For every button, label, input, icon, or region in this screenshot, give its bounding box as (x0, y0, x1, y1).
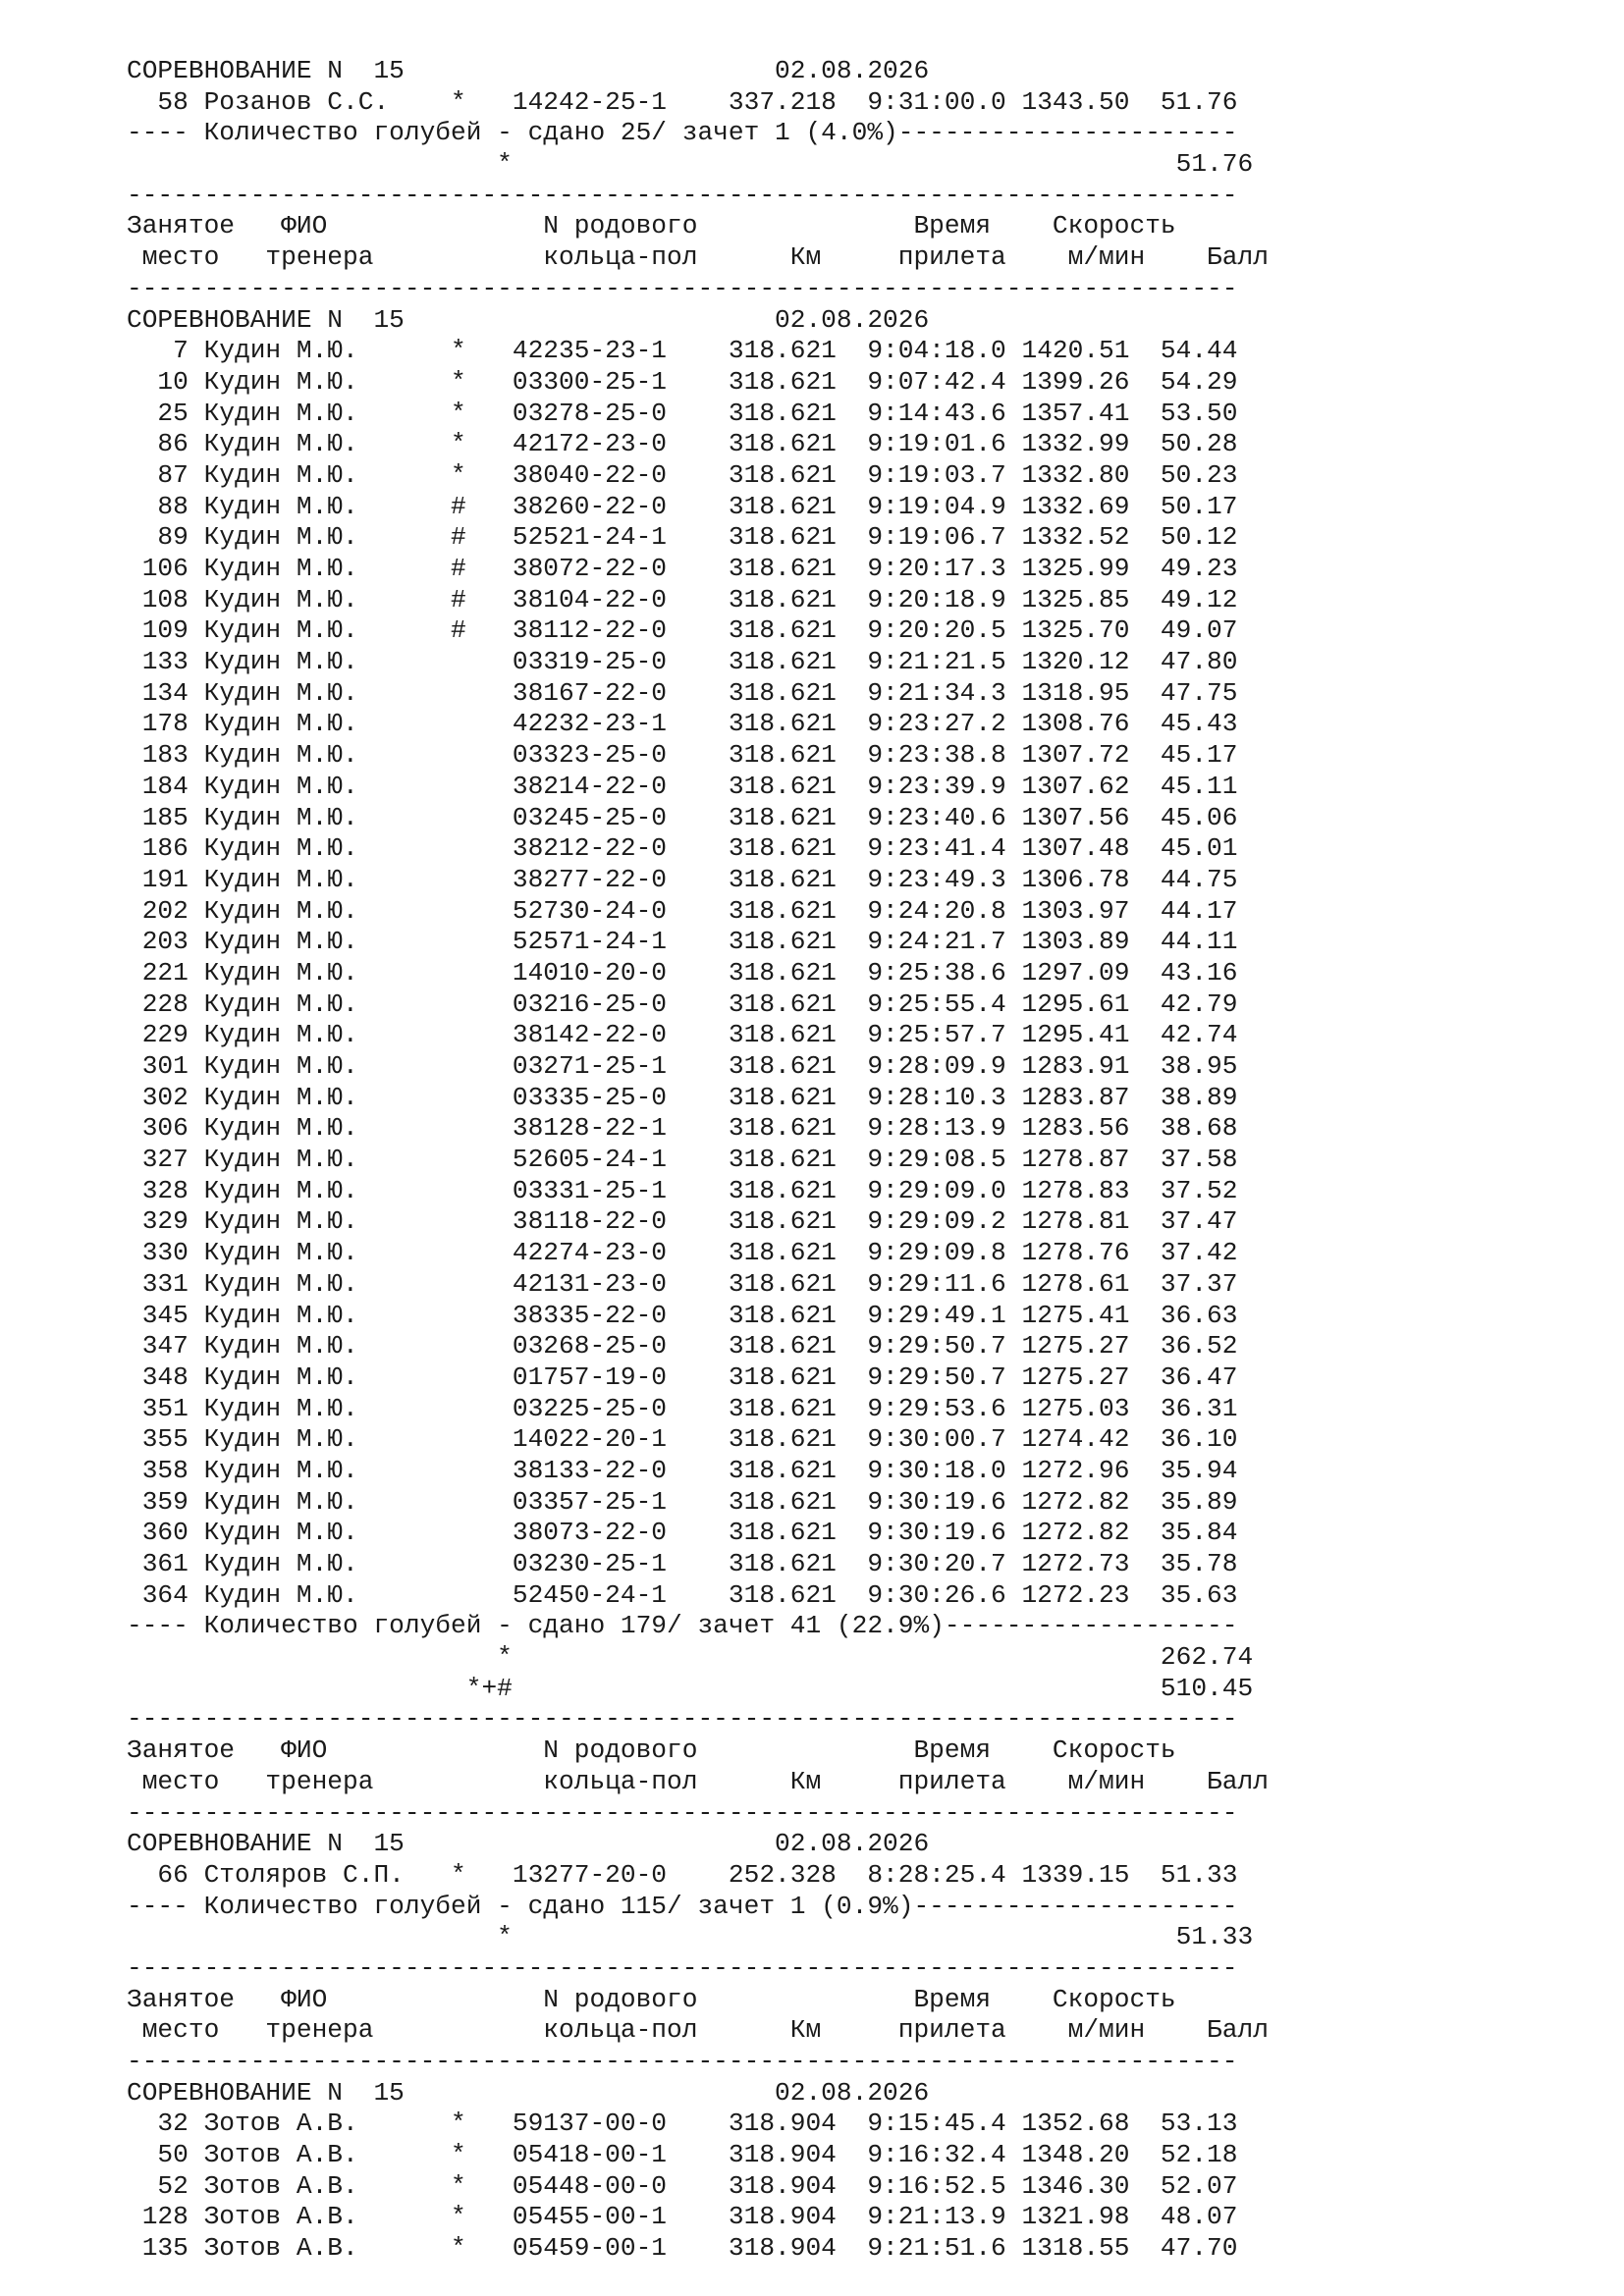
result-row: 221 Кудин М.Ю. 14010-20-0 318.621 9:25:38.6 1297.09 43.16 (127, 957, 1238, 988)
results-printout (127, 56, 1269, 2265)
result-row: 358 Кудин М.Ю. 38133-22-0 318.621 9:30:18.0 1272.96 35.94 (127, 1455, 1238, 1485)
result-row: 87 Кудин М.Ю. * 38040-22-0 318.621 9:19:03.7 1332.80 50.23 (127, 459, 1238, 490)
column-header: Занятое ФИО N родового Время Скорость (127, 1984, 1176, 2014)
column-header: место тренера кольца-пол Км прилета м/мин Балл (127, 2015, 1269, 2046)
column-header: Занятое ФИО N родового Время Скорость (127, 1735, 1176, 1766)
competition-header: СОРЕВНОВАНИЕ N 15 02.08.2026 (127, 2077, 930, 2108)
result-row: 184 Кудин М.Ю. 38214-22-0 318.621 9:23:39.9 1307.62 45.11 (127, 771, 1238, 801)
result-row: 86 Кудин М.Ю. * 42172-23-0 318.621 9:19:01.6 1332.99 50.28 (127, 429, 1238, 459)
result-row: 306 Кудин М.Ю. 38128-22-1 318.621 9:28:13.9 1283.56 38.68 (127, 1113, 1238, 1144)
result-row: 32 Зотов А.В. * 59137-00-0 318.904 9:15:45.4 1352.68 53.13 (127, 2109, 1238, 2139)
result-row: 345 Кудин М.Ю. 38335-22-0 318.621 9:29:49.1 1275.41 36.63 (127, 1300, 1238, 1330)
result-row: 135 Зотов А.В. * 05459-00-1 318.904 9:21:51.6 1318.55 47.70 (127, 2233, 1238, 2264)
summary-line: ---- Количество голубей - сдано 115/ зачет 1 (0.9%)--------------------- (127, 1891, 1238, 1921)
result-row: 347 Кудин М.Ю. 03268-25-0 318.621 9:29:50.7 1275.27 36.52 (127, 1331, 1238, 1362)
result-row: 133 Кудин М.Ю. 03319-25-0 318.621 9:21:21.5 1320.12 47.80 (127, 647, 1238, 677)
result-row: 128 Зотов А.В. * 05455-00-1 318.904 9:21:13.9 1321.98 48.07 (127, 2202, 1238, 2232)
result-row: 348 Кудин М.Ю. 01757-19-0 318.621 9:29:50.7 1275.27 36.47 (127, 1362, 1238, 1392)
result-row: 191 Кудин М.Ю. 38277-22-0 318.621 9:23:49.3 1306.78 44.75 (127, 864, 1238, 894)
result-row: 327 Кудин М.Ю. 52605-24-1 318.621 9:29:08.5 1278.87 37.58 (127, 1145, 1238, 1175)
result-row: 185 Кудин М.Ю. 03245-25-0 318.621 9:23:40.6 1307.56 45.06 (127, 802, 1238, 832)
result-row: 178 Кудин М.Ю. 42232-23-1 318.621 9:23:27.2 1308.76 45.43 (127, 709, 1238, 739)
result-row: 330 Кудин М.Ю. 42274-23-0 318.621 9:29:09.8 1278.76 37.42 (127, 1238, 1238, 1268)
result-row: 301 Кудин М.Ю. 03271-25-1 318.621 9:28:09.9 1283.91 38.95 (127, 1051, 1238, 1081)
result-row: 25 Кудин М.Ю. * 03278-25-0 318.621 9:14:43.6 1357.41 53.50 (127, 398, 1238, 428)
result-row: 108 Кудин М.Ю. # 38104-22-0 318.621 9:20:18.9 1325.85 49.12 (127, 584, 1238, 614)
separator-line: ------------------------------------------------------------------------ (127, 1952, 1238, 1983)
separator-line: ------------------------------------------------------------------------ (127, 180, 1238, 210)
result-row: 202 Кудин М.Ю. 52730-24-0 318.621 9:24:20.8 1303.97 44.17 (127, 895, 1238, 926)
result-row: 183 Кудин М.Ю. 03323-25-0 318.621 9:23:38.8 1307.72 45.17 (127, 740, 1238, 771)
result-row: 302 Кудин М.Ю. 03335-25-0 318.621 9:28:10.3 1283.87 38.89 (127, 1082, 1238, 1112)
column-header: место тренера кольца-пол Км прилета м/мин Балл (127, 242, 1269, 273)
total-line: *+# 510.45 (127, 1673, 1254, 1703)
result-row: 52 Зотов А.В. * 05448-00-0 318.904 9:16:52.5 1346.30 52.07 (127, 2170, 1238, 2201)
result-row: 50 Зотов А.В. * 05418-00-1 318.904 9:16:32.4 1348.20 52.18 (127, 2140, 1238, 2170)
competition-header: СОРЕВНОВАНИЕ N 15 02.08.2026 (127, 56, 930, 85)
separator-line: ------------------------------------------------------------------------ (127, 1704, 1238, 1735)
result-row: 331 Кудин М.Ю. 42131-23-0 318.621 9:29:11.6 1278.61 37.37 (127, 1268, 1238, 1299)
result-row: 359 Кудин М.Ю. 03357-25-1 318.621 9:30:19.6 1272.82 35.89 (127, 1486, 1238, 1517)
result-row: 88 Кудин М.Ю. # 38260-22-0 318.621 9:19:04.9 1332.69 50.17 (127, 491, 1238, 521)
result-row: 89 Кудин М.Ю. # 52521-24-1 318.621 9:19:06.7 1332.52 50.12 (127, 522, 1238, 553)
result-row: 186 Кудин М.Ю. 38212-22-0 318.621 9:23:41.4 1307.48 45.01 (127, 833, 1238, 864)
result-row: 360 Кудин М.Ю. 38073-22-0 318.621 9:30:19.6 1272.82 35.84 (127, 1518, 1238, 1548)
separator-line: ------------------------------------------------------------------------ (127, 1797, 1238, 1828)
result-row: 228 Кудин М.Ю. 03216-25-0 318.621 9:25:55.4 1295.61 42.79 (127, 988, 1238, 1019)
competition-header: СОРЕВНОВАНИЕ N 15 02.08.2026 (127, 1829, 930, 1859)
column-header: Занятое ФИО N родового Время Скорость (127, 211, 1176, 241)
result-row: 58 Розанов С.С. * 14242-25-1 337.218 9:31:00.0 1343.50 51.76 (127, 86, 1238, 117)
result-row: 109 Кудин М.Ю. # 38112-22-0 318.621 9:20:20.5 1325.70 49.07 (127, 615, 1238, 646)
result-row: 134 Кудин М.Ю. 38167-22-0 318.621 9:21:34.3 1318.95 47.75 (127, 677, 1238, 708)
result-row: 364 Кудин М.Ю. 52450-24-1 318.621 9:30:26.6 1272.23 35.63 (127, 1579, 1238, 1610)
total-line: * 262.74 (127, 1642, 1254, 1673)
competition-header: СОРЕВНОВАНИЕ N 15 02.08.2026 (127, 304, 930, 335)
result-row: 66 Столяров С.П. * 13277-20-0 252.328 8:28:25.4 1339.15 51.33 (127, 1859, 1238, 1890)
separator-line: ------------------------------------------------------------------------ (127, 273, 1238, 303)
result-row: 10 Кудин М.Ю. * 03300-25-1 318.621 9:07:42.4 1399.26 54.29 (127, 366, 1238, 397)
result-row: 328 Кудин М.Ю. 03331-25-1 318.621 9:29:09.0 1278.83 37.52 (127, 1175, 1238, 1205)
summary-line: ---- Количество голубей - сдано 25/ зачет 1 (4.0%)---------------------- (127, 118, 1238, 148)
result-row: 355 Кудин М.Ю. 14022-20-1 318.621 9:30:00.7 1274.42 36.10 (127, 1424, 1238, 1455)
result-row: 106 Кудин М.Ю. # 38072-22-0 318.621 9:20:17.3 1325.99 49.23 (127, 554, 1238, 583)
summary-line: ---- Количество голубей - сдано 179/ зачет 41 (22.9%)------------------- (127, 1611, 1238, 1641)
result-row: 229 Кудин М.Ю. 38142-22-0 318.621 9:25:57.7 1295.41 42.74 (127, 1020, 1238, 1050)
result-row: 351 Кудин М.Ю. 03225-25-0 318.621 9:29:53.6 1275.03 36.31 (127, 1393, 1238, 1423)
total-line: * 51.76 (127, 149, 1254, 180)
result-row: 203 Кудин М.Ю. 52571-24-1 318.621 9:24:21.7 1303.89 44.11 (127, 927, 1238, 957)
column-header: место тренера кольца-пол Км прилета м/мин Балл (127, 1766, 1269, 1796)
result-row: 361 Кудин М.Ю. 03230-25-1 318.621 9:30:20.7 1272.73 35.78 (127, 1549, 1238, 1578)
result-row: 329 Кудин М.Ю. 38118-22-0 318.621 9:29:09.2 1278.81 37.47 (127, 1206, 1238, 1237)
total-line: * 51.33 (127, 1922, 1254, 1952)
separator-line: ------------------------------------------------------------------------ (127, 2047, 1238, 2076)
result-row: 7 Кудин М.Ю. * 42235-23-1 318.621 9:04:18.0 1420.51 54.44 (127, 336, 1238, 366)
